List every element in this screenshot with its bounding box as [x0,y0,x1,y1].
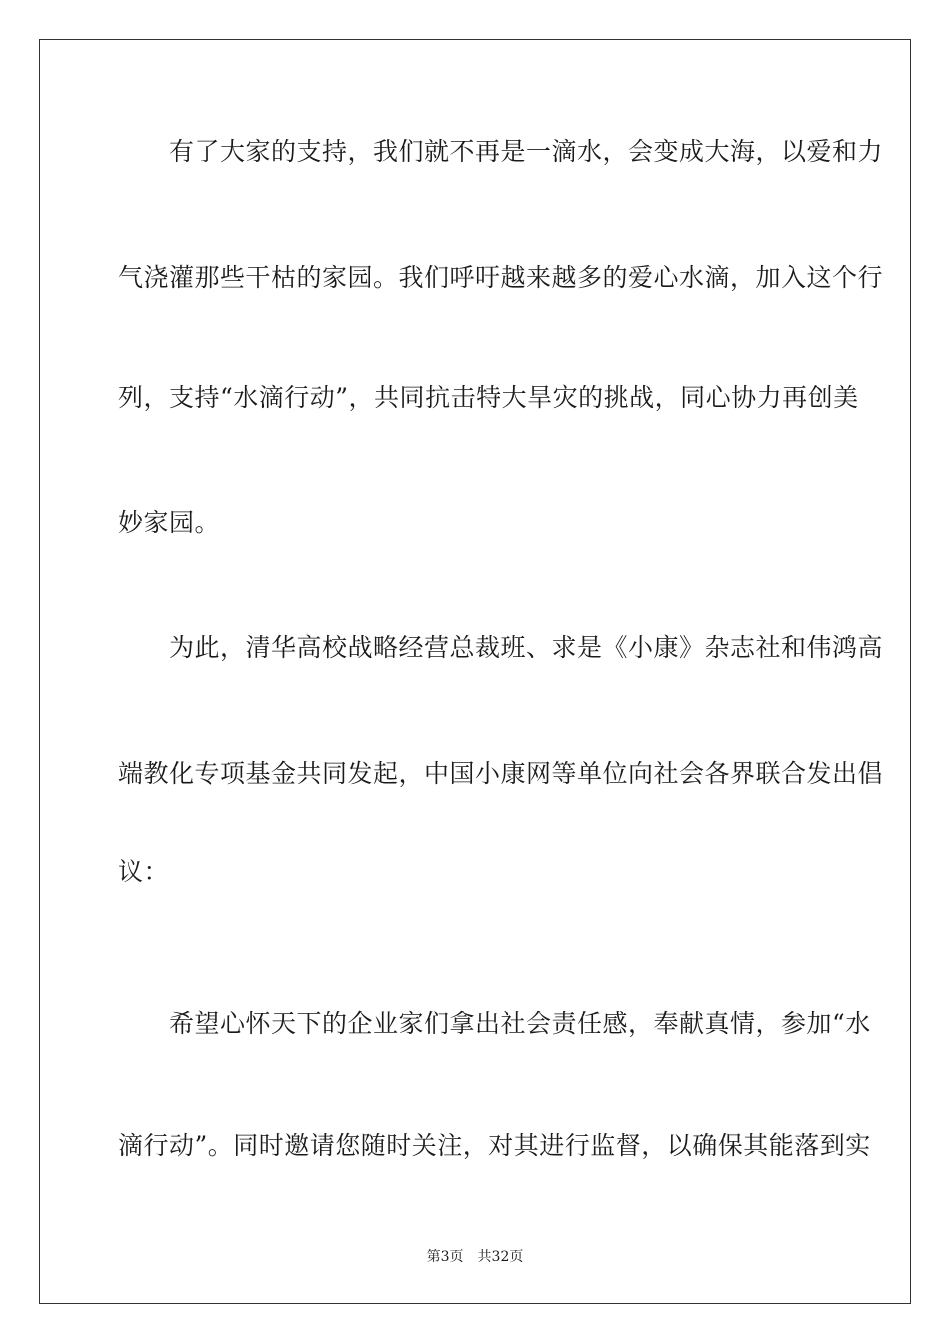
paragraph-line: 滴行动”。同时邀请您随时关注，对其进行监督，以确保其能落到实 [118,1131,871,1160]
page-footer [0,1248,950,1266]
page-number: 第3页 [426,1249,464,1265]
paragraph-line: 希望心怀天下的企业家们拿出社会责任感，奉献真情，参加“水 [118,1009,871,1038]
page-border [39,39,911,1304]
paragraph-line: 端教化专项基金共同发起，中国小康网等单位向社会各界联合发出倡 [118,759,884,788]
paragraph-line: 议： [118,857,170,886]
paragraph-line: 妙家园。 [118,508,221,537]
paragraph-line: 有了大家的支持，我们就不再是一滴水，会变成大海，以爱和力 [118,137,884,166]
paragraph-line: 列，支持“水滴行动”，共同抗击特大旱灾的挑战，同心协力再创美 [118,383,859,412]
paragraph-line: 气浇灌那些干枯的家园。我们呼吁越来越多的爱心水滴，加入这个行 [118,263,884,292]
paragraph-line: 为此，清华高校战略经营总裁班、求是《小康》杂志社和伟鸿高 [118,633,884,662]
page-total: 共32页 [477,1249,524,1265]
